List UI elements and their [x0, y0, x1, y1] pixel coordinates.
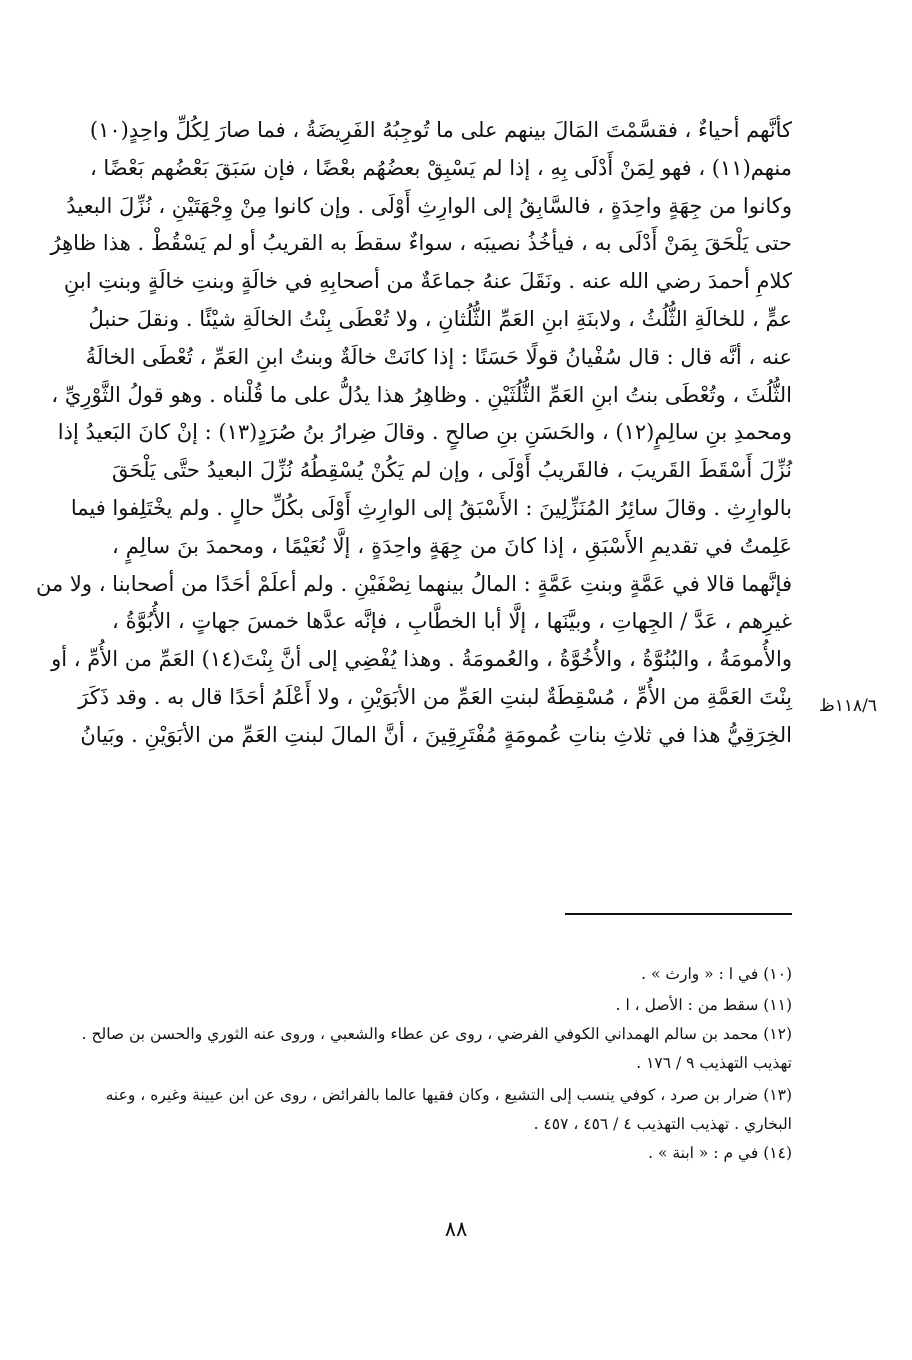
footnote-continuation: تهذيب التهذيب ٩ / ١٧٦ . — [636, 1054, 792, 1072]
page-number: ٨٨ — [444, 1217, 468, 1241]
text-line: والأُمومَةُ ، والبُنُوَّةُ ، والأُخُوَّةُ ، والعُمومَةُ . وهذا يُفْضِي إلى أنَّ بِنْتَ(١٤) العَمِّ من الأُمِّ ، أو — [51, 647, 792, 672]
text-line: منهم(١١) ، فهو لِمَنْ أَدْلَى بِهِ ، إذا لم يَسْبِقْ بعضُهُم بعْضًا ، فإن سَبَقَ بَعْضُهم بَعْضًا ، — [89, 155, 792, 180]
text-line: حتى يَلْحَقَ بِمَنْ أَدْلَى به ، فيأخُذُ نصيبَه ، سواءٌ سقطَ به القريبُ أو لم يَسْقُطْ . هذا ظاهِرُ — [50, 231, 792, 256]
text-line: بالوارِثِ . وقالَ سائِرُ المُنَزِّلِينَ : الأَسْبَقُ إلى الوارِثِ أَوْلَى بكُلِّ حالٍ . ولم يخْتَلِفوا فيما — [70, 495, 792, 520]
text-line: بِنْتَ العَمَّةِ من الأُمِّ ، مُسْقِطَةٌ لبنتِ العَمِّ من الأبَوَيْنِ ، ولا أَعْلَمُ أحَدًا قال به . وقد ذَكَرَ — [78, 684, 792, 709]
text-line: عمٍّ ، للخالَةِ الثُّلُثُ ، ولابنَةِ ابنِ العَمِّ الثُّلُثانِ ، ولا تُعْطَى بِنْتُ الخالَةِ شيْئًا . ونقلَ حنبلُ — [88, 306, 792, 331]
text-line: عَلِمتُ في تقديمِ الأَسْبَقِ ، إذا كانَ من جِهَةٍ واحِدَةٍ ، إلَّا نُعَيْمًا ، ومحمدَ بنَ سالِمٍ ، — [112, 533, 792, 558]
text-line: وكانوا من جِهَةٍ واحِدَةٍ ، فالسَّابِقُ إلى الوارِثِ أَوْلَى . وإن كانوا مِنْ وِجْهَتَيْنِ ، نُزِّلَ البعيدُ — [66, 193, 792, 218]
footnote-continuation: البخاري . تهذيب التهذيب ٤ / ٤٥٦ ، ٤٥٧ . — [533, 1115, 792, 1133]
text-line: نُزِّلَ أَسْقَطَ القَريبَ ، فالقَريبُ أَوْلَى ، وإن لم يَكُنْ يُسْقِطُهُ نُزِّلَ البعيدُ حتَّى يَلْحَقَ — [112, 458, 792, 483]
footnote: (١١) سقط من : الأصل ، ا . — [615, 996, 792, 1014]
footnote: (١٢) محمد بن سالم الهمداني الكوفي الفرضي ، روى عن عطاء والشعبي ، وروى عنه الثوري والحسن بن صالح . — [81, 1025, 792, 1043]
footnotes-block — [81, 960, 792, 1168]
text-line: فإنَّهما قالا في عَمَّةٍ وبنتِ عَمَّةٍ : المالُ بينهما نِصْفَيْنِ . ولم أعلَمْ أحَدًا من أصحابنا ، ولا من — [36, 571, 792, 596]
footnote: (١٣) ضرار بن صرد ، كوفي ينسب إلى التشيع ، وكان فقيها عالما بالفرائض ، روى عن ابن عيينة وغيره ، وعنه — [105, 1086, 792, 1104]
main-text-block — [36, 112, 792, 755]
text-line: كلامِ أحمدَ رضي الله عنه . ونَقَلَ عنهُ جماعَةٌ من أصحابِهِ في خالَةٍ وبنتِ خالَةٍ وبنتِ ابنِ — [63, 269, 792, 294]
footnote: (١٠) في ا : « وارث » . — [641, 965, 792, 983]
text-line: كأنَّهم أحياءٌ ، فقسَّمْتَ المَالَ بينهم على ما تُوجِبُهُ الفَرِيضَةُ ، فما صارَ لِكُلِّ واحِدٍ(١٠) — [89, 118, 792, 142]
footnote: (١٤) في م : « ابنة » . — [648, 1144, 792, 1162]
text-line: الثُّلُثَ ، وتُعْطَى بنتُ ابنِ العَمِّ الثُّلُثَيْنِ . وظاهِرُ هذا يدُلُّ على ما قُلْناه . وهو قولُ الثَّوْرِيِّ ، — [51, 382, 792, 407]
text-line: الخِرَقِيُّ هذا في ثلاثِ بناتِ عُمومَةٍ مُفْتَرِقِينَ ، أنَّ المالَ لبنتِ العَمِّ من الأبَوَيْنِ . وبَيانُ — [80, 722, 792, 747]
text-line: ومحمدِ بنِ سالِمٍ(١٢) ، والحَسَنِ بنِ صالحٍ . وقالَ ضِرارُ بنُ صُرَدٍ(١٣) : إنْ كانَ البَعيدُ إذا — [57, 420, 792, 445]
manuscript-folio-marker: ١١٨/٦ظ — [819, 696, 877, 716]
text-line: عنه ، أنَّه قال : قال سُفْيانُ قولًا حَسَنًا : إذا كانَتْ خالَةٌ وبنتُ ابنِ العَمِّ ، تُعْطَى الخالَةُ — [85, 344, 792, 369]
footnote-separator — [565, 913, 792, 915]
text-line: غيرِهم ، عَدَّ / الجِهاتِ ، وبيَّنَها ، إلَّا أبا الخطَّابِ ، فإنَّه عدَّها خمسَ جهاتٍ ، الأُبُوَّةُ ، — [112, 609, 792, 634]
